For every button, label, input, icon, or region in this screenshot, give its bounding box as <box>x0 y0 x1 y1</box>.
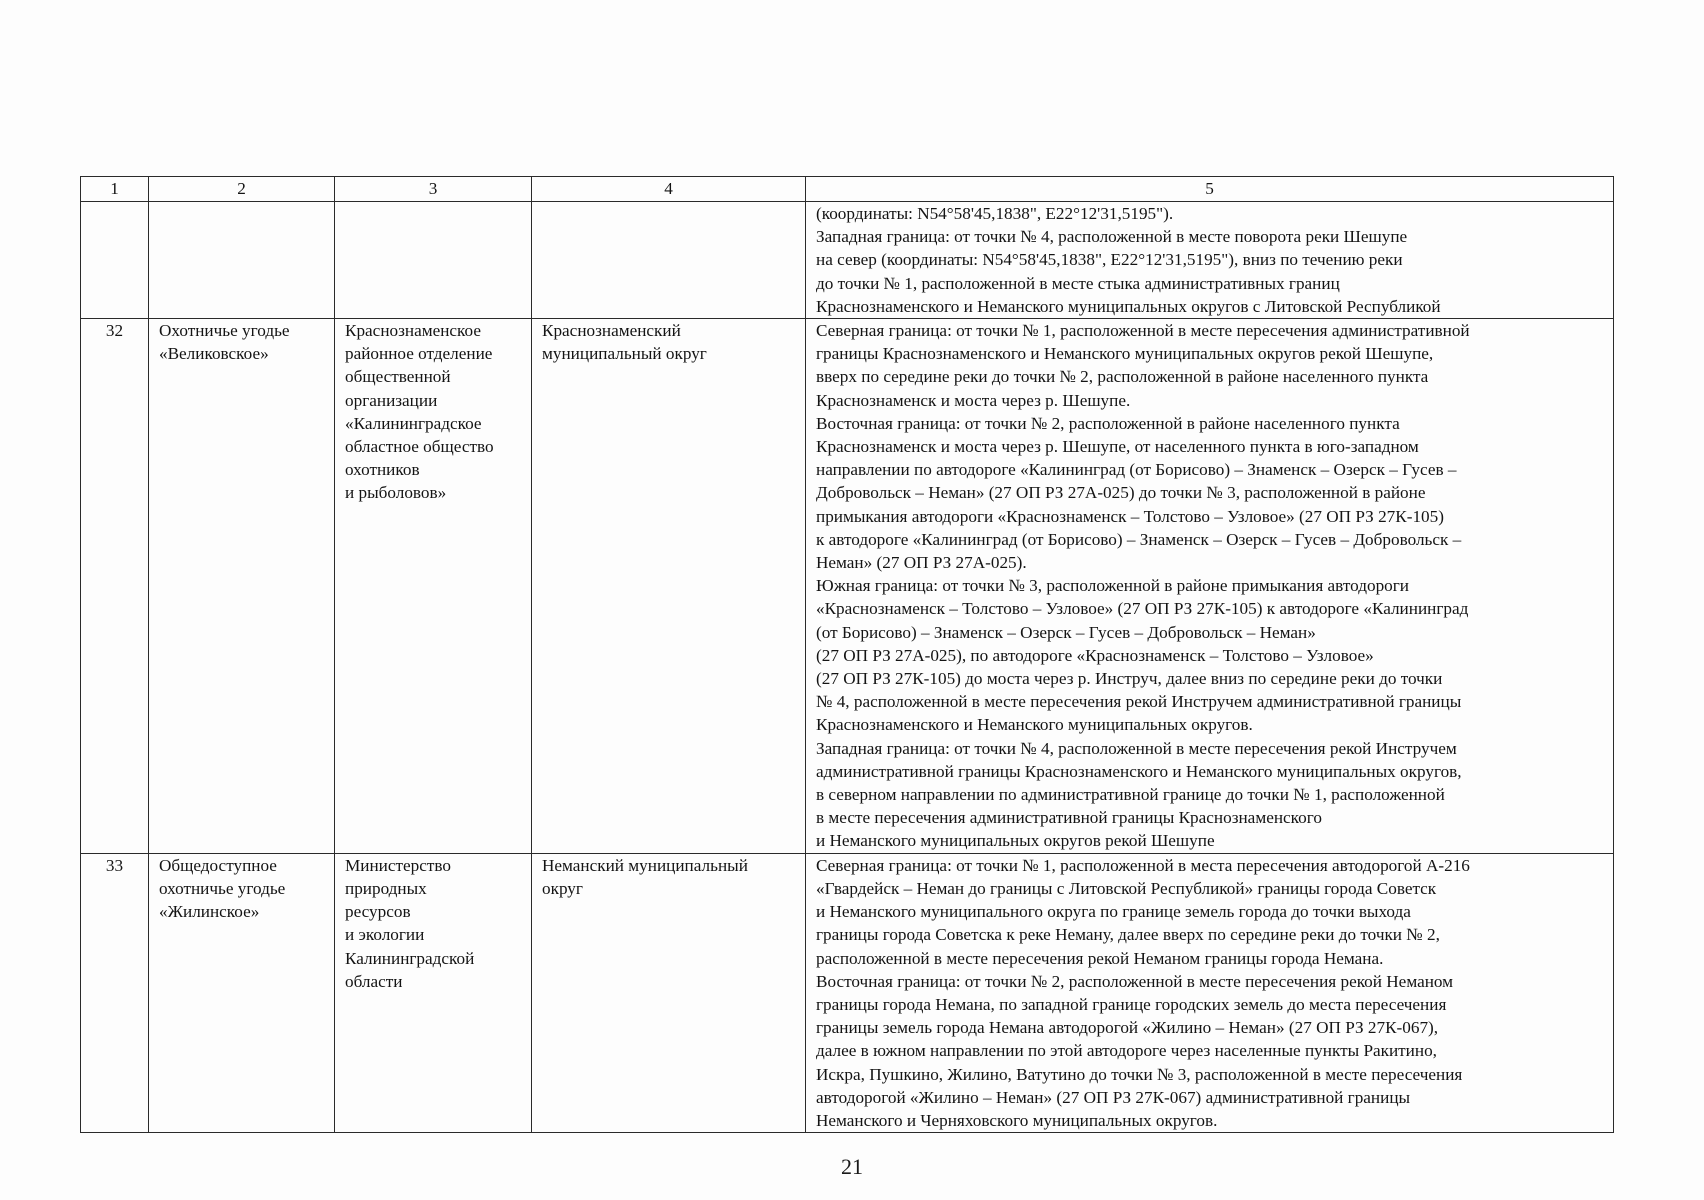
column-header-4: 4 <box>532 177 806 202</box>
text-line: на север (координаты: N54°58'45,1838", E22°12'31,5195"), вниз по течению реки <box>816 250 1403 270</box>
cell-boundary-description <box>806 853 1614 1132</box>
text-line: организации <box>345 390 438 410</box>
text-line: и Неманского муниципального округа по границе земель города до точки выхода <box>816 902 1411 922</box>
text-line: границы города Советска к реке Неману, далее вверх по середине реки до точки № 2, <box>816 925 1440 945</box>
cell-boundary-description <box>806 202 1614 319</box>
boundaries-table <box>80 176 1614 1133</box>
text-line: Краснознаменского и Неманского муниципальных округов с Литовской Республикой <box>816 296 1441 316</box>
text-line: охотников <box>345 460 420 480</box>
text-line: «Калининградское <box>345 413 482 433</box>
cell-boundary-description <box>806 319 1614 854</box>
text-line: Охотничье угодье <box>159 321 290 341</box>
text-line: Калининградской <box>345 948 475 968</box>
cell-district <box>532 853 806 1132</box>
text-line: (координаты: N54°58'45,1838", E22°12'31,5195"). <box>816 204 1174 223</box>
cell-ground-name <box>149 319 335 854</box>
text-line: к автодороге «Калининград (от Борисово) – Знаменск – Озерск – Гусев – Добровольск – <box>816 529 1462 549</box>
column-header-2: 2 <box>149 177 335 202</box>
text-line: Восточная граница: от точки № 2, расположенной в районе населенного пункта <box>816 413 1400 433</box>
text-line: природных <box>345 878 427 898</box>
text-line: «Гвардейск – Неман до границы с Литовской Республикой» границы города Советск <box>816 878 1437 898</box>
page-number: 21 <box>841 1154 863 1179</box>
column-header-1: 1 <box>81 177 149 202</box>
text-line: (27 ОП РЗ 27К-105) до моста через р. Инструч, далее вниз по середине реки до точки <box>816 669 1443 689</box>
text-line: Добровольск – Неман» (27 ОП РЗ 27А-025) до точки № 3, расположенной в районе <box>816 483 1426 503</box>
text-line: Краснознаменского и Неманского муниципальных округов. <box>816 715 1253 735</box>
text-line: Краснознаменский <box>542 321 681 341</box>
text-line: Краснознаменское <box>345 321 481 341</box>
table-header <box>81 177 1614 202</box>
text-line: Неманский муниципальный <box>542 855 748 875</box>
cell-organization <box>335 853 532 1132</box>
text-line: Северная граница: от точки № 1, расположенной в места пересечения автодорогой А-216 <box>816 855 1470 875</box>
text-line: ресурсов <box>345 902 411 922</box>
cell-number: 32 <box>81 319 149 854</box>
text-line: Неманского и Черняховского муниципальных округов. <box>816 1110 1218 1130</box>
text-line: Министерство <box>345 855 451 875</box>
text-line: Общедоступное <box>159 855 277 875</box>
text-line: и экологии <box>345 925 425 945</box>
text-line: областное общество <box>345 437 494 457</box>
text-line: «Краснознаменск – Толстово – Узловое» (27 ОП РЗ 27К-105) к автодороге «Калининград <box>816 599 1469 619</box>
text-line: «Великовское» <box>159 344 269 364</box>
text-line: области <box>345 971 403 991</box>
cell-ground-name <box>149 853 335 1132</box>
text-line: в месте пересечения административной границы Краснознаменского <box>816 808 1322 828</box>
text-line: Западная граница: от точки № 4, расположенной в месте поворота реки Шешупе <box>816 227 1408 247</box>
text-line: границы земель города Немана автодорогой «Жилино – Неман» (27 ОП РЗ 27К-067), <box>816 1018 1439 1038</box>
table-header-row <box>81 177 1614 202</box>
text-line: расположенной в месте пересечения рекой Неманом границы города Немана. <box>816 948 1384 968</box>
text-line: административной границы Краснознаменского и Неманского муниципальных округов, <box>816 761 1462 781</box>
text-line: в северном направлении по административной границе до точки № 1, расположенной <box>816 785 1445 805</box>
text-line: общественной <box>345 367 451 387</box>
text-line: вверх по середине реки до точки № 2, расположенной в районе населенного пункта <box>816 367 1429 387</box>
text-line: № 4, расположенной в месте пересечения рекой Инстручем административной границы <box>816 692 1462 712</box>
text-line: до точки № 1, расположенной в месте стыка административных границ <box>816 273 1340 293</box>
text-line: примыкания автодороги «Краснознаменск – Толстово – Узловое» (27 ОП РЗ 27К-105) <box>816 506 1444 526</box>
table-row-32 <box>81 319 1614 854</box>
text-line: округ <box>542 878 583 898</box>
table-row-33 <box>81 853 1614 1132</box>
text-line: далее в южном направлении по этой автодороге через населенные пункты Ракитино, <box>816 1041 1437 1061</box>
text-line: Восточная граница: от точки № 2, расположенной в месте пересечения рекой Неманом <box>816 971 1454 991</box>
text-line: Северная граница: от точки № 1, расположенной в месте пересечения административной <box>816 321 1470 341</box>
text-line: Неман» (27 ОП РЗ 27А-025). <box>816 553 1027 573</box>
cell-district <box>532 319 806 854</box>
table-row-continuation <box>81 202 1614 319</box>
text-line: Краснознаменск и моста через р. Шешупе, от населенного пункта в юго-западном <box>816 437 1419 457</box>
text-line: направлении по автодороге «Калининград (от Борисово) – Знаменск – Озерск – Гусев – <box>816 460 1457 480</box>
text-line: муниципальный округ <box>542 344 707 364</box>
text-line: Искра, Пушкино, Жилино, Ватутино до точки № 3, расположенной в месте пересечения <box>816 1064 1463 1084</box>
cell-ground-name <box>149 202 335 319</box>
text-line: Западная граница: от точки № 4, расположенной в месте пересечения рекой Инстручем <box>816 738 1457 758</box>
cell-number: 33 <box>81 853 149 1132</box>
text-line: «Жилинское» <box>159 902 260 922</box>
text-line: границы города Немана, по западной границе городских земель до места пересечения <box>816 994 1447 1014</box>
cell-district <box>532 202 806 319</box>
cell-organization <box>335 319 532 854</box>
text-line: автодорогой «Жилино – Неман» (27 ОП РЗ 27К-067) административной границы <box>816 1087 1411 1107</box>
text-line: Краснознаменск и моста через р. Шешупе. <box>816 390 1131 410</box>
cell-number <box>81 202 149 319</box>
column-header-5: 5 <box>806 177 1614 202</box>
text-line: и рыболовов» <box>345 483 447 503</box>
column-header-3: 3 <box>335 177 532 202</box>
text-line: и Неманского муниципальных округов рекой Шешупе <box>816 831 1215 851</box>
text-line: (27 ОП РЗ 27А-025), по автодороге «Краснознаменск – Толстово – Узловое» <box>816 645 1374 665</box>
text-line: границы Краснознаменского и Неманского муниципальных округов рекой Шешупе, <box>816 344 1434 364</box>
cell-organization <box>335 202 532 319</box>
text-line: охотничье угодье <box>159 878 286 898</box>
text-line: Южная граница: от точки № 3, расположенной в районе примыкания автодороги <box>816 576 1410 596</box>
text-line: районное отделение <box>345 344 493 364</box>
text-line: (от Борисово) – Знаменск – Озерск – Гусев – Добровольск – Неман» <box>816 622 1316 642</box>
